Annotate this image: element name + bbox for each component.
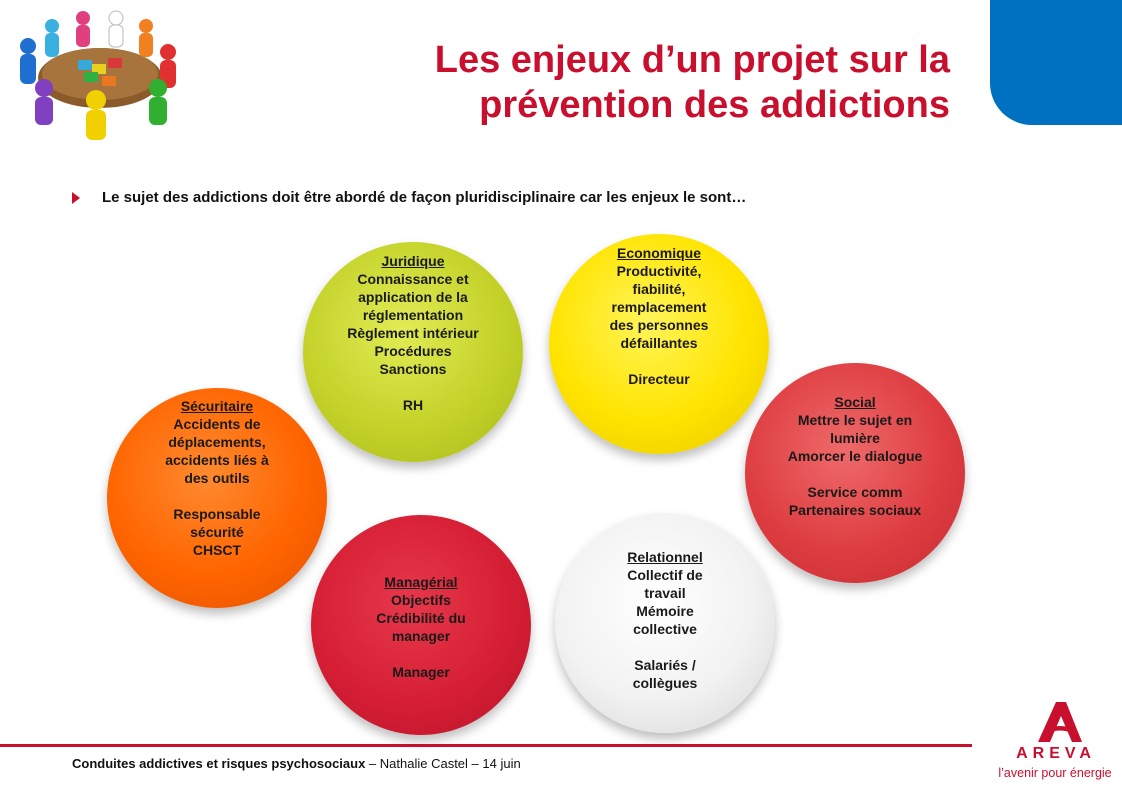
juridique-line: Règlement intérieur: [347, 325, 479, 341]
title-line-1: Les enjeux d’un projet sur la: [434, 39, 950, 81]
managerial-line: manager: [391, 628, 451, 644]
securitaire-line: déplacements,: [168, 434, 266, 450]
logo-tagline: l’avenir pour énergie: [998, 766, 1112, 780]
economique-line: des personnes: [609, 317, 709, 333]
economique-line: défaillantes: [620, 335, 698, 351]
intro-bullet-text: Le sujet des addictions doit être abordé de façon pluridisciplinaire car les enjeux le sont…: [102, 189, 747, 206]
logo-wordmark: AREVA: [1016, 745, 1096, 762]
social-heading: Social: [834, 394, 876, 410]
securitaire-line: accidents liés à: [165, 452, 269, 468]
juridique-circle: [303, 242, 523, 462]
social-line: lumière: [830, 430, 880, 446]
social-circle: [745, 363, 965, 583]
economique-role: Directeur: [628, 371, 690, 387]
juridique-heading: Juridique: [381, 253, 445, 269]
social-line: Amorcer le dialogue: [787, 448, 923, 464]
corner-accent-shape: [990, 0, 1122, 125]
managerial-line: Crédibilité du: [376, 610, 466, 626]
juridique-line: Procédures: [374, 343, 452, 359]
relationnel-role: Salariés /: [634, 657, 696, 673]
economique-line: Productivité,: [616, 263, 702, 279]
social-line: Mettre le sujet en: [797, 412, 913, 428]
relationnel-heading: Relationnel: [627, 549, 703, 565]
social-role: Service comm: [807, 484, 903, 500]
managerial-line: Objectifs: [391, 592, 451, 608]
juridique-line: Sanctions: [379, 361, 447, 377]
page-title: [250, 38, 950, 128]
intro-bullet: [72, 189, 1072, 206]
economique-line: fiabilité,: [632, 281, 686, 297]
footer-subject: Conduites addictives et risques psychosociaux: [72, 756, 366, 771]
juridique-line: application de la: [358, 289, 468, 305]
securitaire-role: sécurité: [190, 524, 244, 540]
relationnel-line: collective: [633, 621, 697, 637]
footer-text: [72, 756, 521, 771]
relationnel-line: Mémoire: [636, 603, 694, 619]
securitaire-heading: Sécuritaire: [180, 398, 254, 414]
bullet-arrow-icon: [72, 192, 80, 204]
securitaire-role: Responsable: [173, 506, 261, 522]
social-role: Partenaires sociaux: [788, 502, 922, 518]
footer-author-date: – Nathalie Castel – 14 juin: [365, 756, 521, 771]
juridique-line: Connaissance et: [357, 271, 469, 287]
economique-circle: [549, 234, 769, 454]
juridique-line: réglementation: [362, 307, 464, 323]
footer-divider: [0, 744, 972, 747]
securitaire-role: CHSCT: [192, 542, 242, 558]
team-meeting-illustration: [8, 8, 183, 143]
juridique-role: RH: [402, 397, 424, 413]
securitaire-line: des outils: [184, 470, 250, 486]
title-line-2: prévention des addictions: [479, 84, 950, 126]
economique-line: remplacement: [611, 299, 707, 315]
managerial-circle: [311, 515, 531, 735]
securitaire-circle: [107, 388, 327, 608]
relationnel-line: Collectif de: [627, 567, 703, 583]
relationnel-line: travail: [644, 585, 686, 601]
securitaire-line: Accidents de: [173, 416, 261, 432]
relationnel-role: collègues: [632, 675, 698, 691]
relationnel-circle: [555, 513, 775, 733]
economique-heading: Economique: [616, 245, 701, 261]
managerial-heading: Managérial: [384, 574, 458, 590]
managerial-role: Manager: [392, 664, 450, 680]
